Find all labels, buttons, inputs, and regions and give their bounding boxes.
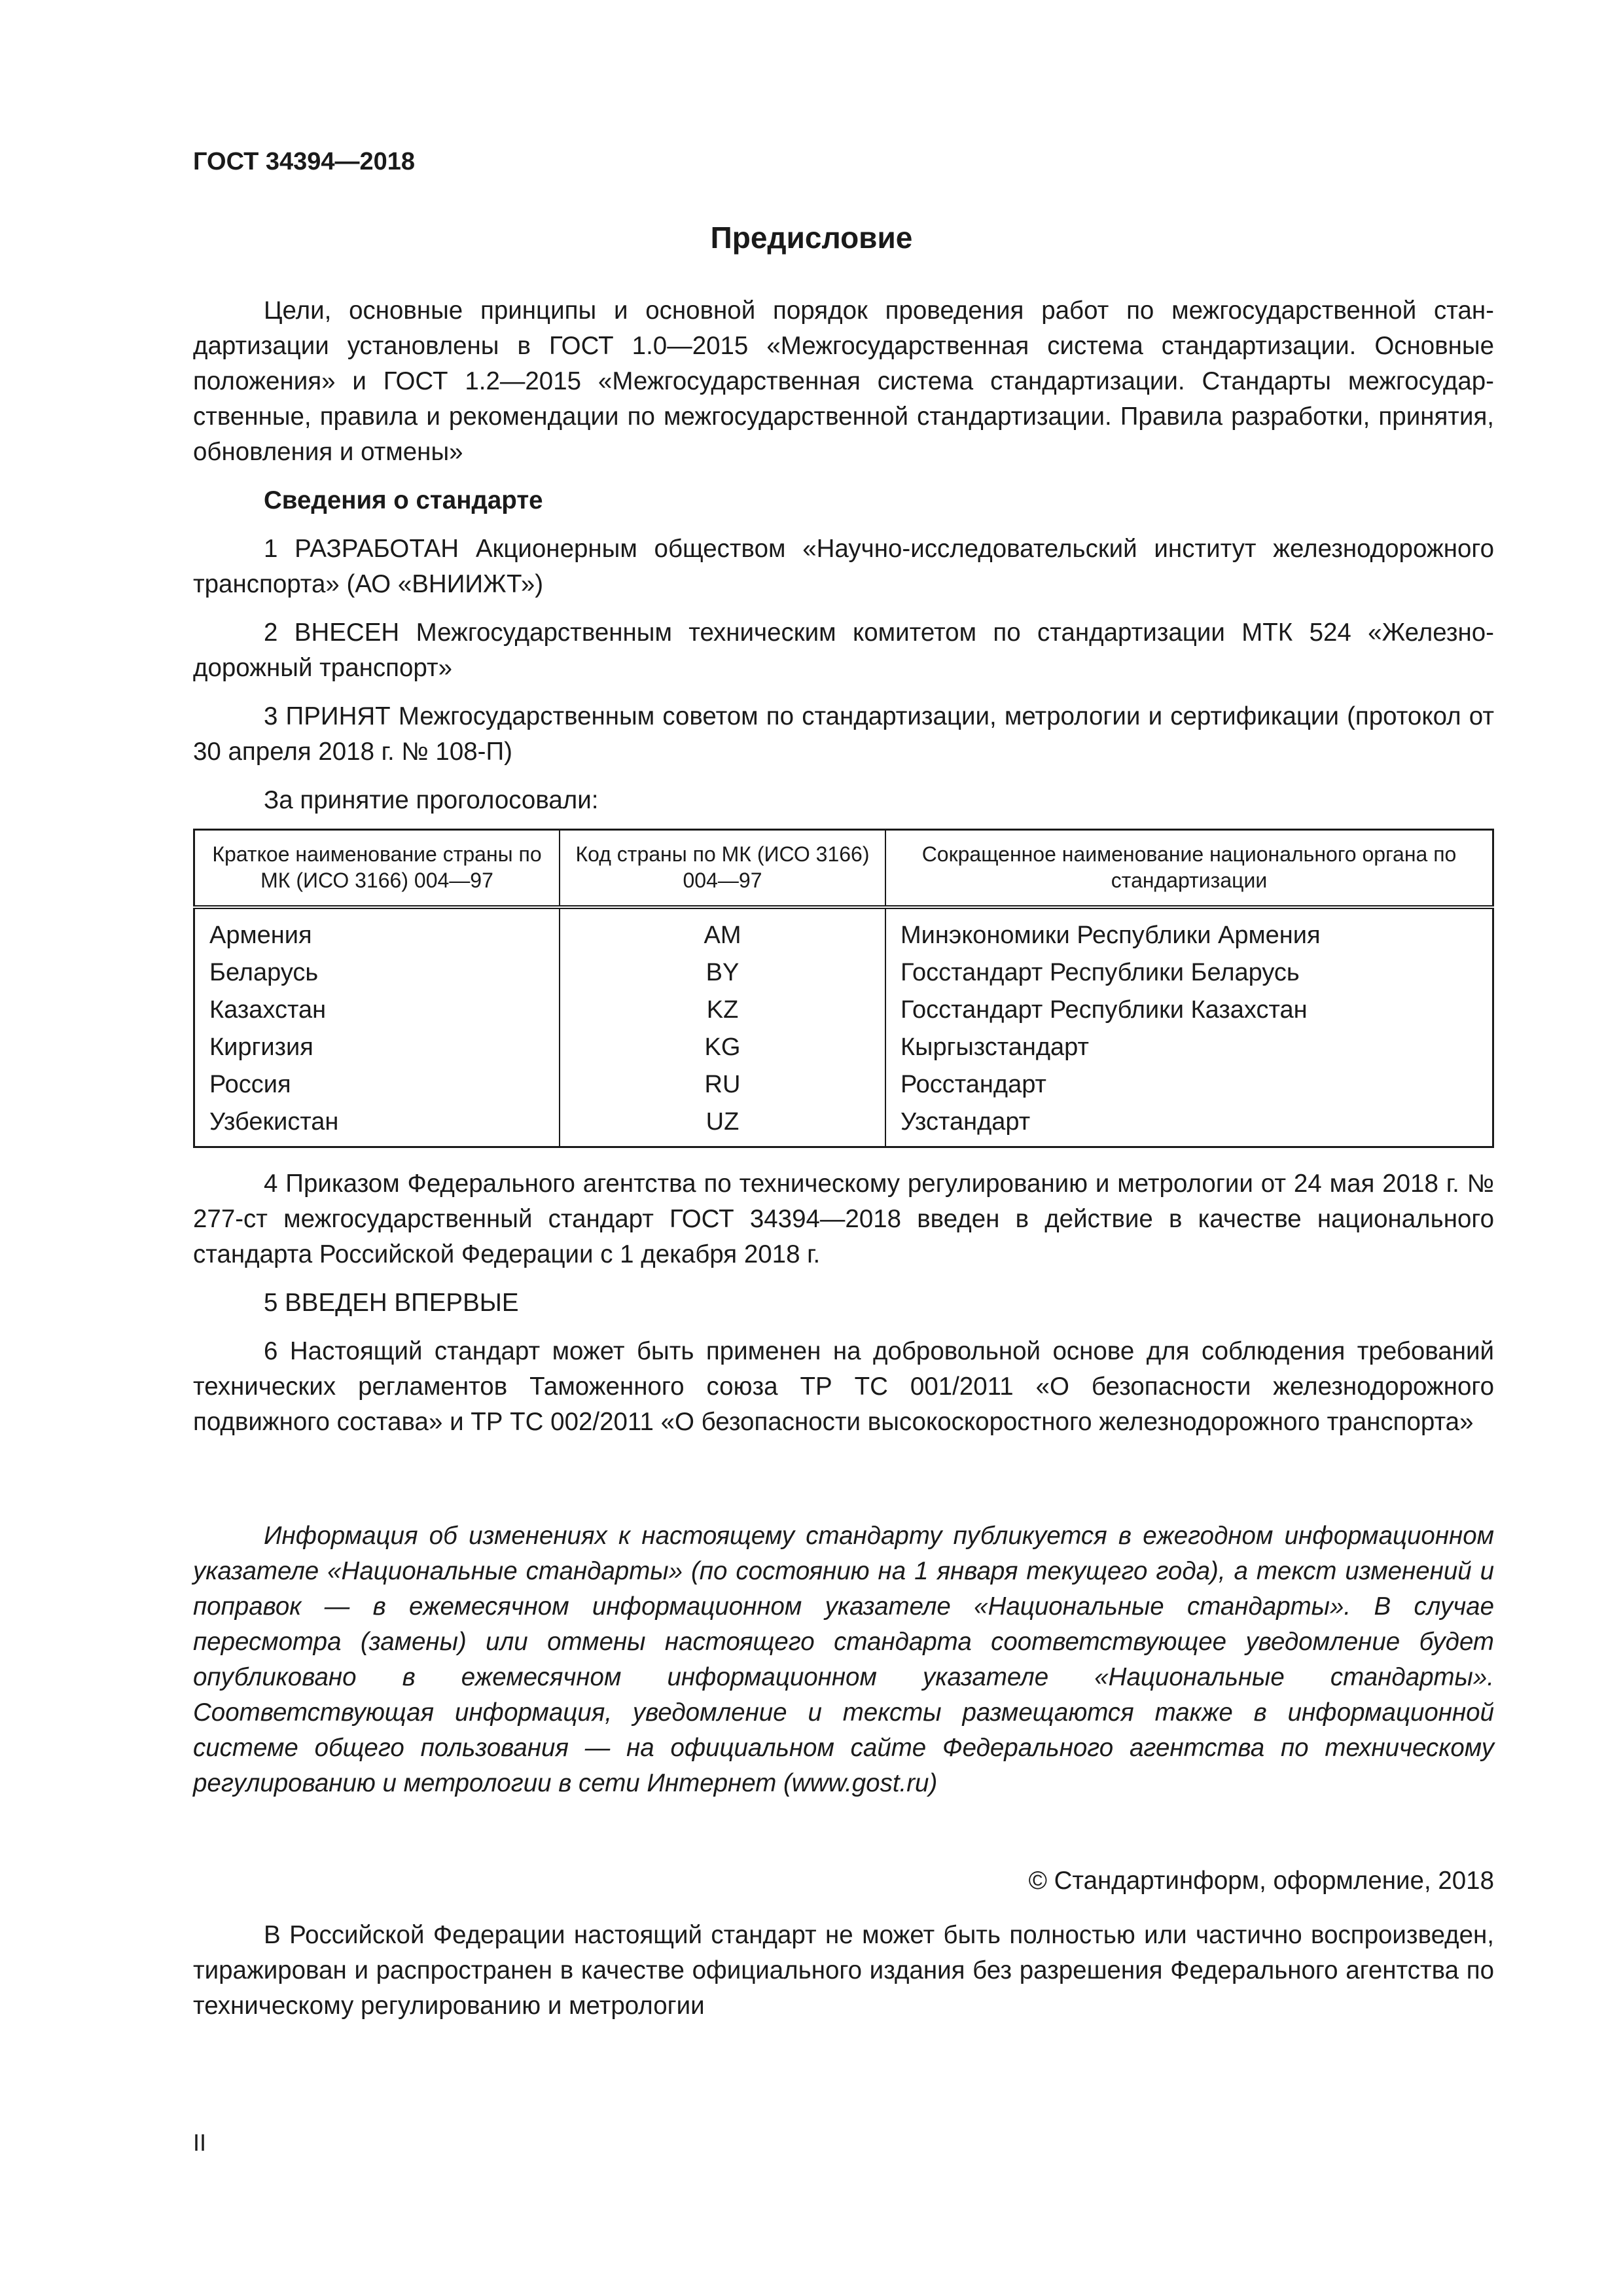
header-national-body: Сокращенное наименование национального органа по стандартизации <box>885 830 1493 908</box>
country-code: RU <box>560 1066 885 1103</box>
item-developed: 1 РАЗРАБОТАН Акционерным обществом «Научно-исследовательский институт железнодорожного транспорта» (АО «ВНИИЖТ») <box>193 535 1494 598</box>
table-row <box>194 1103 1493 1147</box>
country-code: UZ <box>560 1103 885 1147</box>
info-heading: Сведения о стандарте <box>264 486 543 514</box>
item-adopted: 3 ПРИНЯТ Межгосударственным советом по стандартизации, метрологии и сертификации (протокол от 30 апреля 2018 г. № 108-П) <box>193 702 1494 766</box>
national-body: Росстандарт <box>885 1066 1493 1103</box>
country-code: KG <box>560 1029 885 1066</box>
intro-paragraph: Цели, основные принципы и основной порядок проведения работ по межгосударственной стандартизации установлены в ГОСТ 1.0—2015 «Межгосударственная система стандартизации. Основные положения» и ГОСТ 1.2—2015 «Межгосударственная система стандартизации. Стандарты межгосударственные, правила и рекомендации по межгосударственной стандартизации. Правила разработки, принятия, обновления и отмены» <box>193 296 1494 466</box>
country-name: Киргизия <box>194 1029 560 1066</box>
country-name: Россия <box>194 1066 560 1103</box>
vote-label: За принятие проголосовали: <box>264 786 599 814</box>
rights-notice: В Российской Федерации настоящий стандарт не может быть полностью или частично воспроизведен, тиражирован и распространен в качестве официального издания без разрешения Федерального агентства по техническому регулированию и метрологии <box>193 1921 1494 2020</box>
national-body: Госстандарт Республики Казахстан <box>885 992 1493 1029</box>
country-code: BY <box>560 954 885 992</box>
item-first-introduced: 5 ВВЕДЕН ВПЕРВЫЕ <box>264 1289 519 1317</box>
changes-info: Информация об изменениях к настоящему стандарту публикуется в ежегодном информационном указателе «Национальные стандарты» (по состоянию на 1 января текущего года), а текст изменений и поправок — в ежемесячном информационном указателе «Национальные стандарты». В случае пересмотра (замены) или отмены настоящего стандарта соответствующее уведомление будет опубликовано в ежемесячном информационном указателе «Национальные стандарты». Соответствующая информация, уведомление и тексты размещаются также в информационной системе общего пользования — на официальном сайте Федерального агентства по техническому регулированию и метрологии в сети Интернет (www.gost.ru) <box>193 1522 1494 1797</box>
country-name: Армения <box>194 907 560 954</box>
page-number: II <box>193 2129 207 2156</box>
voting-table <box>193 829 1494 1148</box>
page-content <box>193 293 1494 2037</box>
table-row <box>194 954 1493 992</box>
table-header-row <box>194 830 1493 908</box>
header-country-code: Код страны по МК (ИСО 3166) 004—97 <box>560 830 885 908</box>
header-country-name: Краткое наименование страны по МК (ИСО 3166) 004—97 <box>194 830 560 908</box>
national-body: Кыргызстандарт <box>885 1029 1493 1066</box>
country-name: Беларусь <box>194 954 560 992</box>
national-body: Минэкономики Республики Армения <box>885 907 1493 954</box>
country-code: KZ <box>560 992 885 1029</box>
item-order: 4 Приказом Федерального агентства по техническому регулированию и метрологии от 24 мая 2018 г. № 277-ст межгосударственный стандарт ГОСТ 34394—2018 введен в действие в качестве национального стандарта Российской Федерации с 1 декабря 2018 г. <box>193 1170 1494 1268</box>
country-name: Узбекистан <box>194 1103 560 1147</box>
table-row <box>194 992 1493 1029</box>
country-name: Казахстан <box>194 992 560 1029</box>
page-title: Предисловие <box>710 221 913 255</box>
item-applicability: 6 Настоящий стандарт может быть применен на добровольной основе для соблюдения требований технических регламентов Таможенного союза ТР ТС 001/2011 «О безопасности железнодорожного подвижного состава» и ТР ТС 002/2011 «О безопасности высокоскоростного железнодорожного транспорта» <box>193 1337 1494 1436</box>
table-row <box>194 1029 1493 1066</box>
national-body: Госстандарт Республики Беларусь <box>885 954 1493 992</box>
item-introduced: 2 ВНЕСЕН Межгосударственным техническим комитетом по стандартизации МТК 524 «Железнодорожный транспорт» <box>193 619 1494 682</box>
document-header: ГОСТ 34394—2018 <box>193 148 416 175</box>
table-row <box>194 907 1493 954</box>
country-code: AM <box>560 907 885 954</box>
copyright: © Стандартинформ, оформление, 2018 <box>1028 1867 1494 1895</box>
national-body: Узстандарт <box>885 1103 1493 1147</box>
table-row <box>194 1066 1493 1103</box>
